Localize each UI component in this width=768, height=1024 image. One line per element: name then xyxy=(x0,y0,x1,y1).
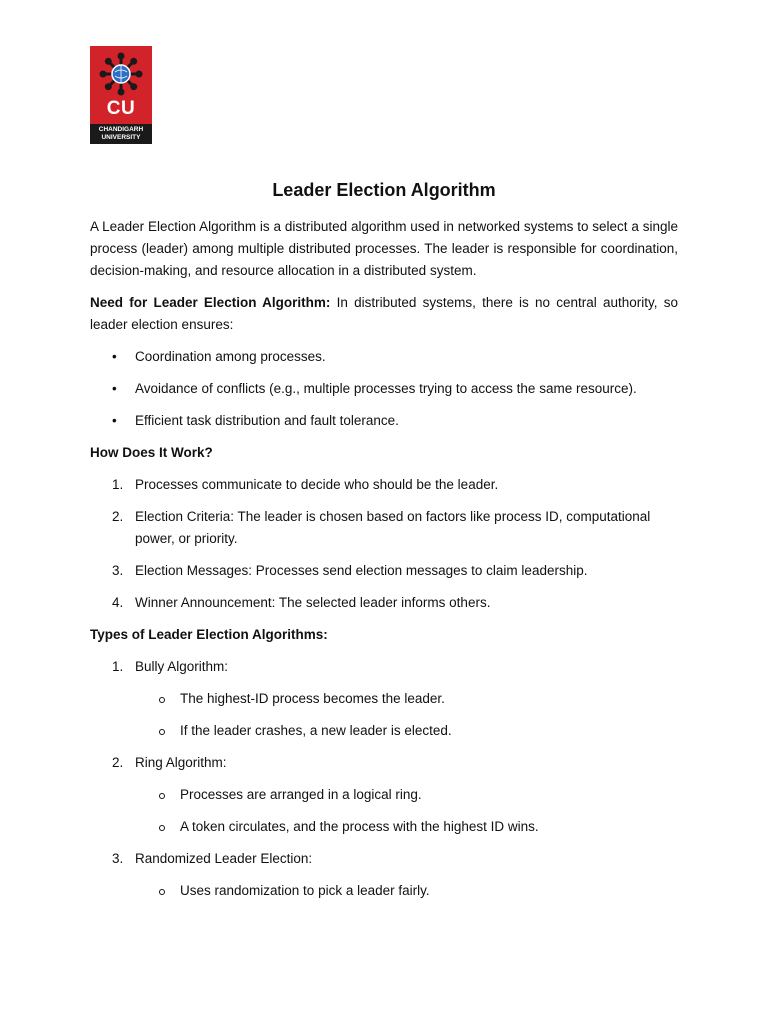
sub-list xyxy=(135,784,678,838)
list-item: • Avoidance of conflicts (e.g., multiple processes trying to access the same resource). xyxy=(90,378,678,400)
types-heading: Types of Leader Election Algorithms: xyxy=(90,627,328,642)
list-item: • Efficient task distribution and fault tolerance. xyxy=(90,410,678,432)
item-text: Ring Algorithm: xyxy=(135,755,227,770)
item-number: 4. xyxy=(112,595,124,610)
types-list xyxy=(90,656,678,902)
sub-list-item: Processes are arranged in a logical ring. xyxy=(135,784,678,806)
list-item xyxy=(90,592,678,614)
item-text: Bully Algorithm: xyxy=(135,659,229,674)
sub-list-item: The highest-ID process becomes the leader. xyxy=(135,688,678,710)
list-item xyxy=(90,848,678,902)
item-number: 3. xyxy=(112,851,124,866)
list-item xyxy=(90,474,678,496)
sub-list-item: If the leader crashes, a new leader is elected. xyxy=(135,720,678,742)
need-text: In distributed systems, there is no central authority, so leader election ensures: xyxy=(90,295,679,332)
item-text: Election Criteria: The leader is chosen based on factors like process ID, computational power, or priority. xyxy=(135,509,651,546)
list-item xyxy=(90,752,678,838)
need-list xyxy=(90,346,678,432)
list-item xyxy=(90,506,678,550)
document-page xyxy=(90,46,678,912)
how-list xyxy=(90,474,678,614)
list-item xyxy=(90,656,678,742)
intro-paragraph: A Leader Election Algorithm is a distributed algorithm used in networked systems to select a single process (leader) among multiple distributed processes. The leader is responsible for coordination, decision-making, and resource allocation in a distributed system. xyxy=(90,219,678,278)
item-text: Election Messages: Processes send election messages to claim leadership. xyxy=(135,563,588,578)
sub-list xyxy=(135,688,678,742)
logo-line-1: CHANDIGARH xyxy=(98,126,144,133)
globe-wheel-icon xyxy=(97,50,145,98)
sub-list xyxy=(135,880,678,902)
need-heading: Need for Leader Election Algorithm: xyxy=(90,295,331,310)
document-title: Leader Election Algorithm xyxy=(272,180,496,200)
item-number: 2. xyxy=(112,509,124,524)
sub-list-item: A token circulates, and the process with the highest ID wins. xyxy=(135,816,678,838)
sub-list-item: Uses randomization to pick a leader fairly. xyxy=(135,880,678,902)
item-text: Winner Announcement: The selected leader informs others. xyxy=(135,595,491,610)
item-number: 2. xyxy=(112,755,124,770)
university-logo xyxy=(90,46,152,144)
item-number: 1. xyxy=(112,477,124,492)
logo-letters: CU xyxy=(106,98,136,119)
need-paragraph xyxy=(90,292,678,336)
list-item xyxy=(90,560,678,582)
item-text: Randomized Leader Election: xyxy=(135,851,313,866)
item-text: Processes communicate to decide who should be the leader. xyxy=(135,477,499,492)
item-number: 3. xyxy=(112,563,124,578)
item-number: 1. xyxy=(112,659,124,674)
list-item: • Coordination among processes. xyxy=(90,346,678,368)
logo-line-2: UNIVERSITY xyxy=(101,134,141,141)
how-heading: How Does It Work? xyxy=(90,445,213,460)
logo-university-name xyxy=(90,124,152,144)
